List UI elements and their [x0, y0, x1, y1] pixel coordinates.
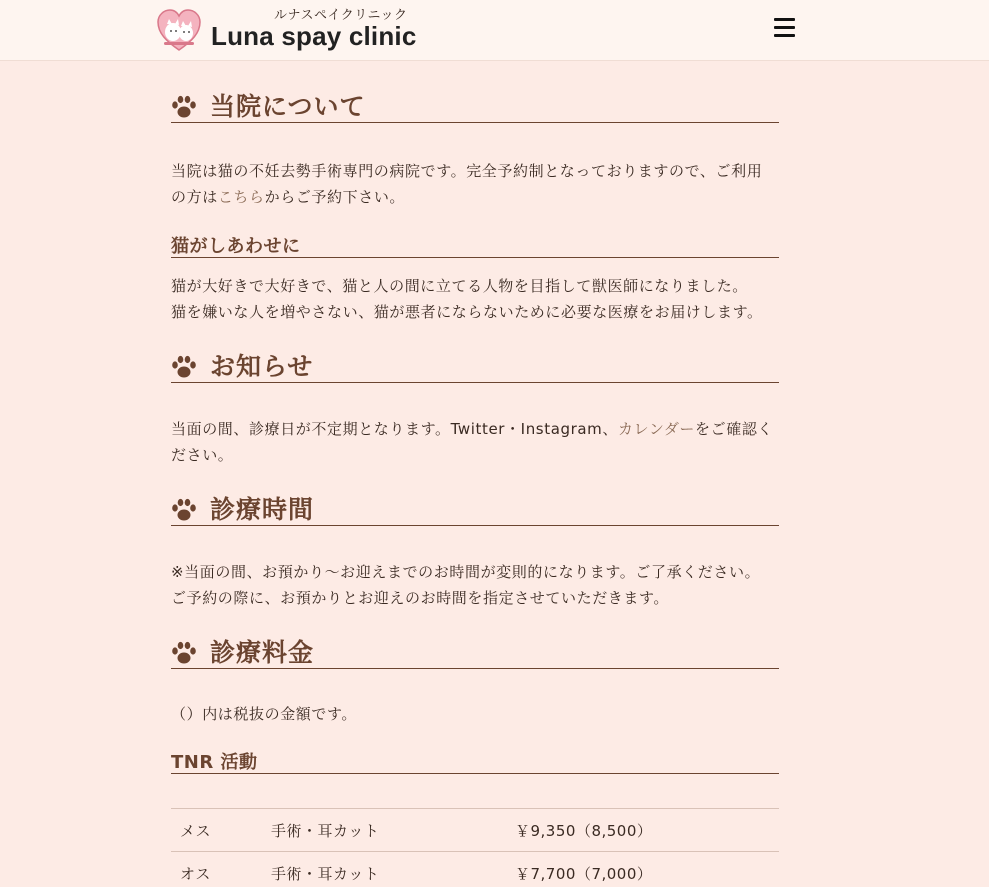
text-line: 当院は猫の不妊去勢手術専門の病院です。完全予約制となっておりますので、ご利用 — [171, 162, 763, 180]
section-title: 当院について — [210, 92, 366, 121]
text-line: ださい。 — [171, 446, 234, 464]
about-paragraph — [171, 158, 783, 210]
section-heading-news — [171, 347, 779, 383]
fees-note: （）内は税抜の金額です。 — [171, 705, 358, 723]
text-line: ※当面の間、お預かり～お迎えまでのお時間が変則的になります。ご了承ください。 — [171, 563, 761, 581]
calendar-link[interactable]: カレンダー — [618, 420, 696, 438]
section-title: お知らせ — [210, 352, 314, 381]
text-line: 猫が大好きで大好きで、猫と人の間に立てる人物を目指して獣医師になりました。 — [171, 277, 748, 295]
happiness-paragraph — [171, 273, 783, 325]
price-table — [171, 808, 779, 887]
text: をご確認く — [695, 420, 774, 438]
hours-paragraph — [171, 559, 783, 611]
cell-sex: オス — [180, 865, 211, 883]
text: 当面の間、診療日が不定期となります。Twitter・Instagram、 — [171, 420, 618, 438]
cell-price: ￥9,350（8,500） — [515, 822, 653, 840]
text-line: ご予約の際に、お預かりとお迎えのお時間を指定させていただきます。 — [171, 589, 670, 607]
cell-sex: メス — [180, 822, 212, 840]
text-line — [171, 416, 783, 442]
logo-text[interactable]: Luna spay clinic — [211, 21, 417, 51]
table-row — [171, 851, 779, 887]
news-paragraph — [171, 416, 783, 468]
heart-cats-logo-icon[interactable] — [156, 8, 202, 52]
section-heading-about — [171, 87, 779, 123]
section-heading-fees — [171, 633, 779, 669]
text: の方は — [171, 188, 218, 206]
cell-price: ￥7,700（7,000） — [515, 865, 653, 883]
subheading-happiness: 猫がしあわせに — [171, 232, 779, 258]
site-header — [0, 0, 989, 61]
text: からご予約下さい。 — [264, 188, 406, 206]
hamburger-menu-icon[interactable] — [771, 16, 797, 40]
cell-item: 手術・耳カット — [271, 865, 380, 883]
paw-icon — [171, 355, 197, 379]
reservation-link[interactable]: こちら — [217, 188, 265, 206]
table-row — [171, 808, 779, 851]
paw-icon — [171, 498, 197, 522]
text-line: 猫を嫌いな人を増やさない、猫が悪者にならないために必要な医療をお届けします。 — [171, 303, 763, 321]
section-title: 診療時間 — [210, 495, 315, 524]
paw-icon — [171, 95, 197, 119]
logo-kana: ルナスペイクリニック — [274, 8, 408, 23]
section-heading-hours — [171, 490, 779, 526]
section-title: 診療料金 — [210, 638, 315, 667]
text-line — [171, 184, 783, 210]
cell-item: 手術・耳カット — [271, 822, 380, 840]
paw-icon — [171, 641, 197, 665]
subheading-tnr: TNR 活動 — [171, 748, 779, 774]
